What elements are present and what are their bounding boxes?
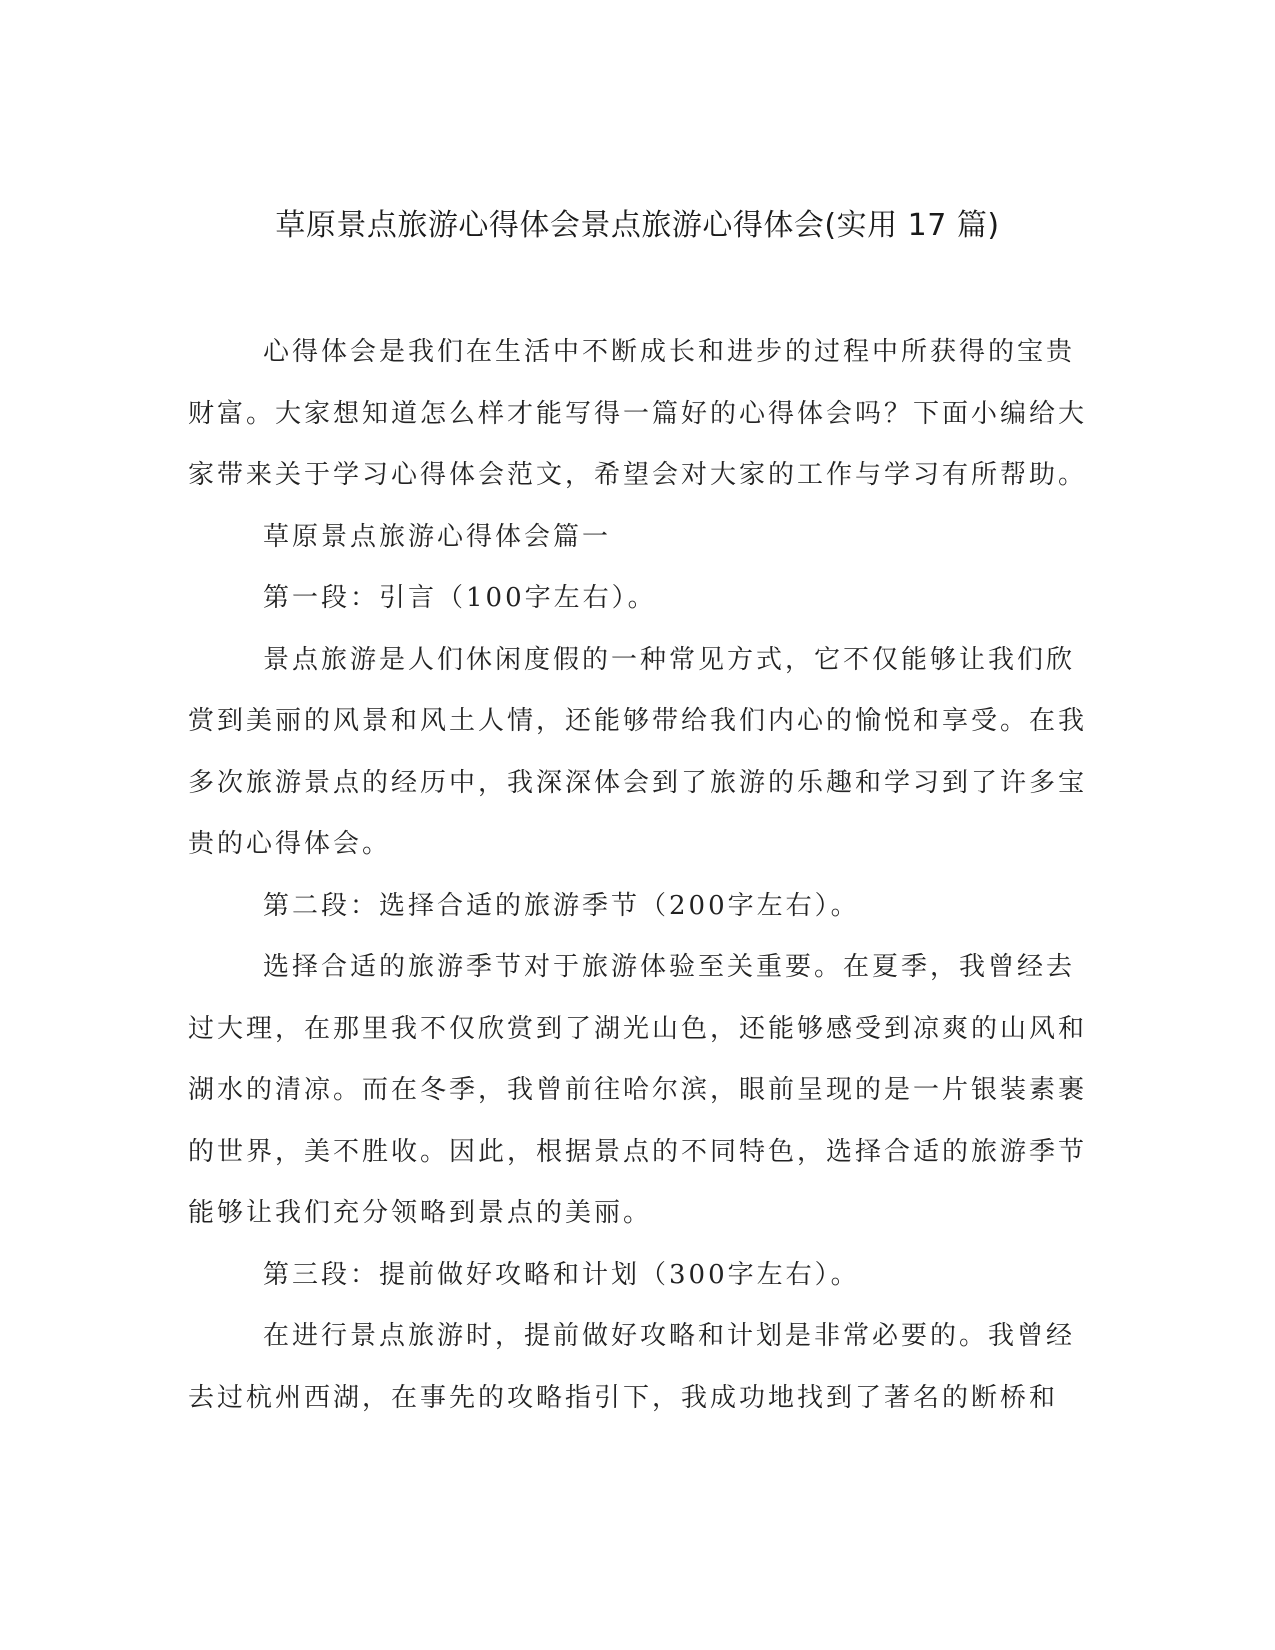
document-body [188, 322, 1088, 1429]
paragraph-section-heading: 草原景点旅游心得体会篇一 [263, 521, 612, 552]
paragraph-part-two-heading: 第二段：选择合适的旅游季节（200字左右）。 [263, 890, 860, 921]
paragraph-intro: 心得体会是我们在生活中不断成长和进步的过程中所获得的宝贵财富。大家想知道怎么样才能写得一篇好的心得体会吗？下面小编给大家带来关于学习心得体会范文，希望会对大家的工作与学习有所帮助。 [188, 337, 1088, 490]
paragraph-part-one-heading: 第一段：引言（100字左右）。 [263, 583, 657, 613]
paragraph-part-two-body: 选择合适的旅游季节对于旅游体验至关重要。在夏季，我曾经去过大理，在那里我不仅欣赏到了湖光山色，还能够感受到凉爽的山风和湖水的清凉。而在冬季，我曾前往哈尔滨，眼前呈现的是一片银装素裹的世界，美不胜收。因此，根据景点的不同特色，选择合适的旅游季节能够让我们充分领略到景点的美丽。 [188, 952, 1088, 1228]
paragraph-part-one-body: 景点旅游是人们休闲度假的一种常见方式，它不仅能够让我们欣赏到美丽的风景和风土人情，还能够带给我们内心的愉悦和享受。在我多次旅游景点的经历中，我深深体会到了旅游的乐趣和学习到了许多宝贵的心得体会。 [188, 644, 1088, 859]
document-title: 草原景点旅游心得体会景点旅游心得体会(实用 17 篇) [275, 208, 1000, 243]
paragraph-part-three-heading: 第三段：提前做好攻略和计划（300字左右）。 [263, 1259, 860, 1290]
paragraph-part-three-body: 在进行景点旅游时，提前做好攻略和计划是非常必要的。我曾经去过杭州西湖，在事先的攻略指引下，我成功地找到了著名的断桥和 [188, 1321, 1076, 1413]
